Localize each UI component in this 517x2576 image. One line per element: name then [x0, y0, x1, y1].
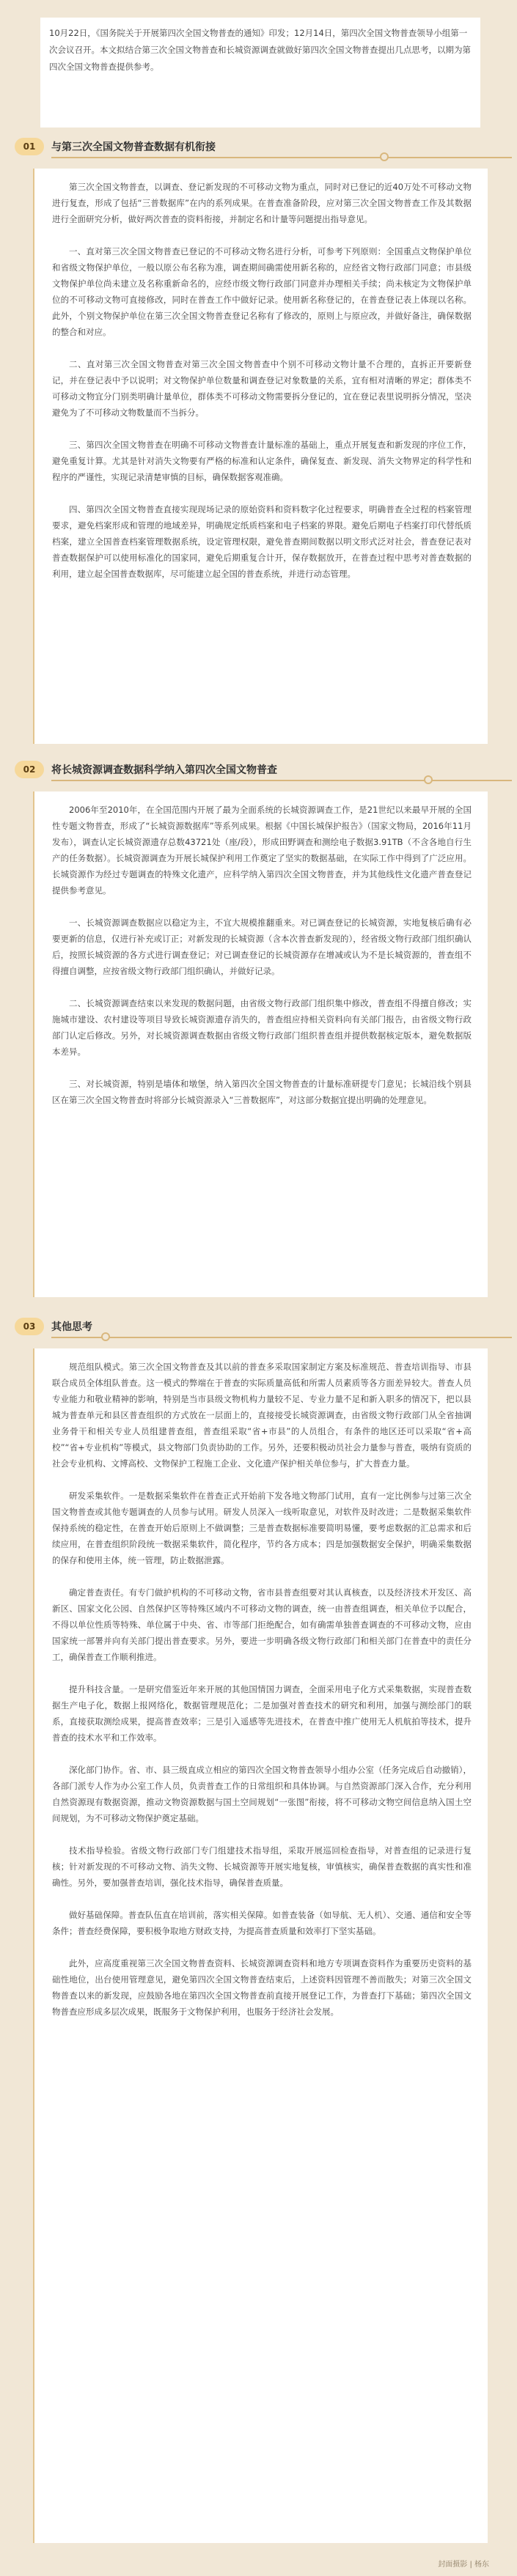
section-panel-03 [33, 1348, 488, 2543]
section-divider [51, 1337, 512, 1338]
section-paragraph: 第三次全国文物普查，以调查、登记新发现的不可移动文物为重点，同时对已登记的近40万处不可移动文物进行复查，形成了包括“三普数据库”在内的系列成果。在普查准备阶段，应对第三次全国文物普查工作及其数据进行全面研究分析，做好两次普查的资料衔接，并制定名和计量等问题提出指导意见。 [52, 182, 472, 224]
section-header-02 [6, 755, 512, 784]
section-divider [51, 157, 512, 158]
section-number: 03 [15, 1318, 44, 1335]
section-paragraph: 确定普查责任。有专门做护机构的不可移动文物，省市县普查组要对其认真核查，以及经济技术开发区、高新区、国家文化公园、自然保护区等特殊区域内不可移动文物的调查，统一由普查组调查，相关单位予以配合，不得以单位性质等特殊、单位属于中央、省、市等部门拒绝配合，如有确需单独普查调查的不可移动文物，应由国家统一部署并向有关部门提出普查要求。另外，要进一步明确各级文物行政部门和相关部门在普查中的责任分工，确保普查工作顺利推进。 [52, 1587, 472, 1662]
section-paragraph: 技术指导检验。省级文物行政部门专门组建技术指导组，采取开展巡回检查指导，对普查组的记录进行复核；针对新发现的不可移动文物、消失文物、长城资源等开展实地复核，审慎核实，确保普查数据的真实性和准确性。另外，要加强普查培训，强化技术指导，确保普查质量。 [52, 1845, 472, 1888]
section-paragraph: 二、长城资源调查结束以来发现的数据问题，由省级文物行政部门组织集中修改，普查组不得擅自修改；实施城市建设、农村建设等项目导致长城资源遗存消失的，普查组应持相关资料向有关部门报告，由省级文物行政部门认定后修改。另外，对长城资源调查数据由省级文物行政部门组织普查组并提供数据核定版本，避免数据版本差异。 [52, 998, 472, 1057]
section-paragraph: 提升科技含量。一是研究借鉴近年来开展的其他国情国力调查，全面采用电子化方式采集数据，实现普查数据生产电子化，数据上报网络化，数据管理规范化；二是加强对普查技术的研究和利用，加强与测绘部门的联系，直接获取测绘成果，提高普查效率；三是引入遥感等先进技术，在普查中推广使用无人机航拍等技术，提升普查的技术水平和工作效率。 [52, 1684, 472, 1743]
section-title: 将长城资源调查数据科学纳入第四次全国文物普查 [51, 764, 277, 776]
section-paragraph: 研发采集软件。一是数据采集软件在普查正式开始前下发各地文物部门试用，直有一定比例参与过第三次全国文物普查或其他专题调查的人员参与试用。研发人员深入一线听取意见，对软件及时改进；二是数据采集软件保持系统的稳定性，在普查开始后原则上不做调整；三是普查数据标准要简明易懂，要考虑数据的汇总需求和后续应用，在普查组织阶段统一数据采集软件，简化程序，节约各方成本；四是加强数据安全保护，明确采集数据的保存和使用主体，统一管理，防止数据泄露。 [52, 1491, 472, 1565]
section-paragraph: 规范组队模式。第三次全国文物普查及其以前的普查多采取国家制定方案及标准规范、普查培训指导、市县联合成员全体组队普查。这一模式的弊端在于普查的实际质量高低和所需人员素质等各方面差异较大。普查人员专业能力和敬业精神的影响，特别是当市县级文物机构力量较不足、专业力量不足和新入职多的情况下，把以县城为普查单元和县区普查组织的方式放在一层面上的，直接接受长城资源调查，由省级文物行政部门从全省抽调业务骨干和相关专业人员组建普查组，普查组采取“省+市县”的人员组合，有条件的地区还可以采取“省+高校”“省+专业机构”等模式，县文物部门负责协助的工作。另外，还要积极动员社会力量参与普查，吸纳有资质的社会专业机构、文博高校、文物保护工程施工企业、文化遗产保护相关单位参与，扩大普查力量。 [52, 1362, 472, 1469]
photo-credit: 封面摄影 | 杨东 [438, 2561, 489, 2569]
section-number: 02 [15, 761, 44, 778]
section-header-01 [6, 132, 512, 161]
section-paragraph: 此外，应高度重视第三次全国文物普查资料、长城资源调查资料和地方专项调查资料作为重要历史资料的基础性地位，出台使用管理意见，避免第四次全国文物普查结束后，上述资料因管理不善而散失；对第三次全国文物普查以来的新发现，应鼓励各地在第四次全国文物普查前直接开展登记工作，为普查打下基础；第四次全国文物普查应形成多层次成果，既服务于文物保护利用，也服务于经济社会发展。 [52, 1958, 472, 2017]
section-title: 其他思考 [51, 1321, 92, 1333]
section-paragraph: 一、长城资源调查数据应以稳定为主，不宜大规模推翻重来。对已调查登记的长城资源，实地复核后确有必要更新的信息，仅进行补充或订正；对新发现的长城资源（含本次普查新发现的），经省级文物行政部门组织确认后，按照长城资源的各方式进行调查登记；对已调查登记的长城资源存在增减或认为不是长城资源的，普查组不得擅自调整，应按省级文物行政部门组织确认，并做好记录。 [52, 918, 472, 976]
section-paragraph: 四、第四次全国文物普查直接实现现场记录的原始资料和资料数字化过程要求，明确普查全过程的档案管理要求，避免档案形成和管理的地域差异，明确规定纸质档案和电子档案的界限。避免后期电子档案打印代替纸质档案，建立全国普查档案管理数据系统，设定管理权限，避免普查期间数据以明文形式泛对社会，普查登记表对普查数据保护可以使用标准化的国家同，避免后期重复合计开，保存数据放开，在普查过程中思考对普查数据的利用，建立起全国普查数据库，尽可能建立起全国的普查系统，并进行动态管理。 [52, 504, 472, 579]
section-panel-02 [33, 791, 488, 1297]
section-paragraph: 三、对长城资源，特别是墙体和墩堡，纳入第四次全国文物普查的计量标准研提专门意见；长城沿线个别县区在第三次全国文物普查时将部分长城资源录入“三普数据库”，对这部分数据宜提出明确的处理意见。 [52, 1079, 472, 1105]
section-panel-01 [33, 169, 488, 744]
section-paragraph: 深化部门协作。省、市、县三级直成立相应的第四次全国文物普查领导小组办公室（任务完成后自动撤销），各部门派专人作为办公室工作人员，负责普查工作的日常组织和具体协调。与自然资源部门深入合作，充分利用自然资源现有数据资源，推动文物资源数据与国土空间规划“一张图”衔接，将不可移动文物空间信息纳入国土空间规划，为不可移动文物保护奠定基础。 [52, 1765, 472, 1823]
section-paragraph: 做好基础保障。普查队伍直在培训前，落实相关保障。如普查装备（如导航、无人机）、交通、通信和安全等条件；普查经费保障，要积极争取地方财政支持，为提高普查质量和效率打下坚实基础。 [52, 1910, 472, 1936]
section-paragraph: 二、直对第三次全国文物普查对第三次全国文物普查中个别不可移动文物计量不合理的，直拆正开要新登记，并在登记表中予以说明；对文物保护单位数量和调查登记对象数量的关系，宜有相对清晰的界定；群体类不可移动文物宜分门别类明确计量单位，群体类不可移动文物需要拆分登记的，宜在登记表里说明拆分情况，坚决避免为了不可移动文物数量而不当拆分。 [52, 359, 472, 418]
section-paragraph: 三、第四次全国文物普查在明确不可移动文物普查计量标准的基础上，重点开展复查和新发现的序位工作，避免重复计算。尤其是针对消失文物要有严格的标准和认定条件，确保复查、新发现、消失文物界定的科学性和程序的严谨性，实现记录清楚审慎的目标，确保数据客观准确。 [52, 440, 472, 482]
divider-ornament-icon [101, 1332, 110, 1341]
divider-ornament-icon [380, 152, 389, 161]
section-paragraph: 一、直对第三次全国文物普查已登记的不可移动文物名进行分析，可参考下列原则：全国重点文物保护单位和省级文物保护单位，一般以原公布名称为准，调查期间确需使用新名称的，应经省文物行政部门同意；市县级文物保护单位尚未建立及名称重新命名的，应经市级文物行政部门同意并办理相关手续；尚未核定为文物保护单位的不可移动文物可直接修改，同时在普查工作中做好记录。使用新名称登记的，在普查登记表上体现以名称。此外，个别文物保护单位在第三次全国文物普查登记名称有了修改的，原则上与原应改，并做好备注，确保数据的整合和对应。 [52, 246, 472, 337]
divider-ornament-icon [424, 775, 433, 784]
section-number: 01 [15, 138, 44, 155]
intro-paragraph: 10月22日，《国务院关于开展第四次全国文物普查的通知》印发；12月14日，第四次全国文物普查领导小组第一次会议召开。本文拟结合第三次全国文物普查和长城资源调查就做好第四次全国文物普查提出几点思考，以期为第四次全国文物普查提供参考。 [40, 18, 480, 128]
section-header-03 [6, 1312, 512, 1341]
section-divider [51, 780, 512, 781]
section-title: 与第三次全国文物普查数据有机衔接 [51, 141, 216, 153]
section-paragraph: 2006年至2010年，在全国范围内开展了最为全面系统的长城资源调查工作，是21世纪以来最早开展的全国性专题文物普查，形成了“长城资源数据库”等系列成果。根据《中国长城保护报告》（国家文物局，2016年11月发布），调查认定长城资源遗存总数43721处（座/段），形成田野调查和测绘电子数据3.91TB（不含各地自行生产的任务数据）。长城资源调查为开展长城保护利用工作奠定了坚实的数据基础，在实际工作中得到了广泛应用。长城资源作为经过专题调查的特殊文化遗产，应科学纳入第四次全国文物普查，并为其他线性文化遗产普查登记提供参考意见。 [52, 805, 472, 896]
